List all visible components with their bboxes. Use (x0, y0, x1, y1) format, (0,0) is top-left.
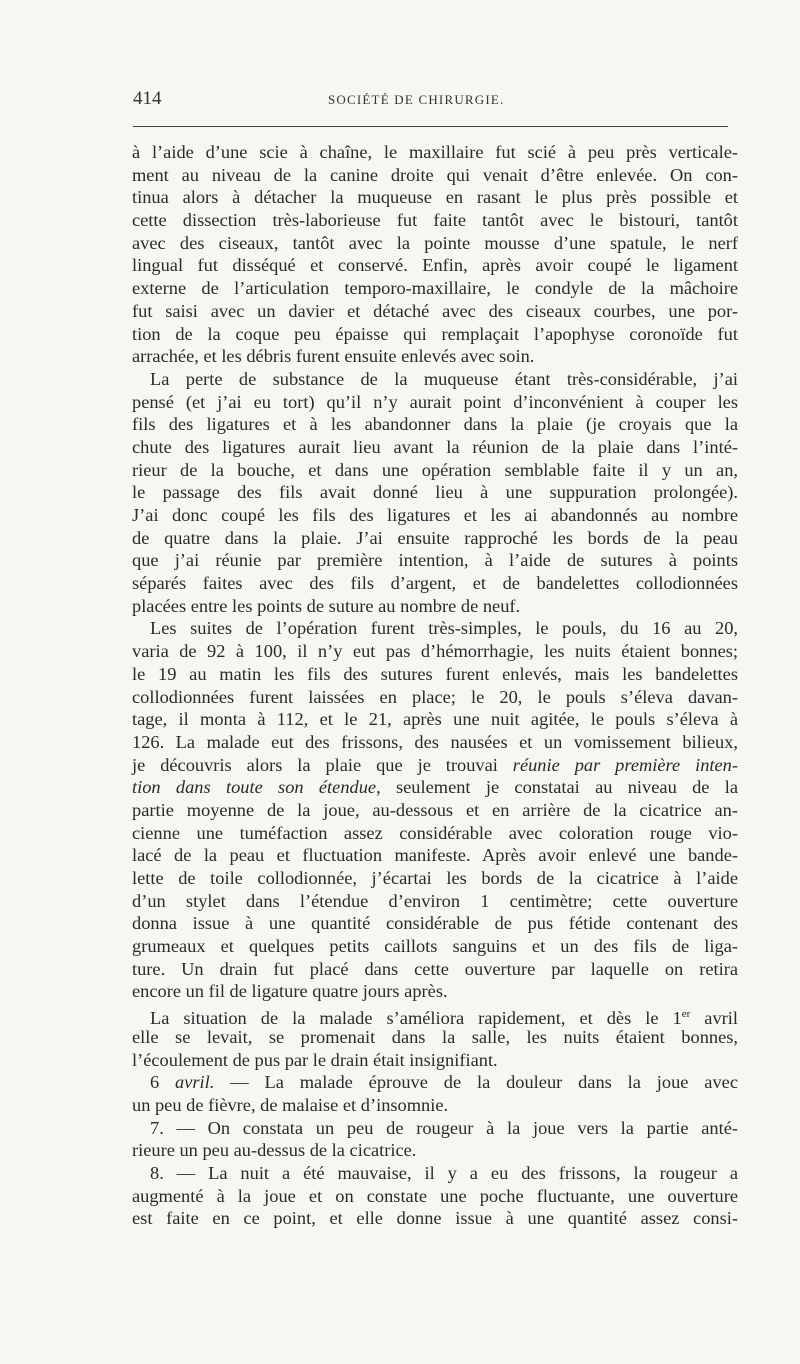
text-line: Les suites de l’opération furent très-simples, le pouls, du 16 au 20, (150, 618, 738, 639)
text-line: le passage des fils avait donné lieu à une suppuration prolongée). (132, 482, 738, 503)
running-head: SOCIÉTÉ DE CHIRURGIE. (328, 92, 505, 107)
text-line (132, 754, 738, 777)
text-line (132, 1071, 738, 1094)
text-line: de quatre dans la plaie. J’ai ensuite rapproché les bords de la peau (132, 527, 738, 548)
text-segment: je découvris alors la plaie que je trouvai (132, 754, 513, 775)
text-line: rieure un peu au-dessus de la cicatrice. (132, 1140, 417, 1161)
body-text (132, 141, 738, 1230)
text-line: 126. La malade eut des frissons, des nausées et un vomissement bilieux, (132, 731, 738, 752)
text-line: La perte de substance de la muqueuse étant très-considérable, j’ai (150, 368, 738, 389)
text-line: donna issue à une quantité considérable de pus fétide contenant des (132, 913, 738, 934)
text-line: 7. — On constata un peu de rougeur à la joue vers la partie anté- (150, 1117, 738, 1138)
text-line: séparés faites avec des fils d’argent, et de bandelettes collodionnées (132, 573, 738, 594)
text-line: pensé (et j’ai eu tort) qu’il n’y aurait point d’inconvénient à couper les (132, 391, 738, 412)
text-segment: 6 (150, 1072, 176, 1093)
text-line: J’ai donc coupé les fils des ligatures et les ai abandonnés au nombre (132, 505, 738, 525)
text-segment: avril (690, 1008, 738, 1029)
text-line: un peu de fièvre, de malaise et d’insomnie. (132, 1094, 449, 1115)
text-line: d’un stylet dans l’étendue d’environ 1 centimètre; cette ouverture (132, 890, 738, 911)
text-line: lacé de la peau et fluctuation manifeste. Après avoir enlevé une bande- (132, 845, 738, 866)
text-line: grumeaux et quelques petits caillots sanguins et un des fils de liga- (132, 936, 738, 957)
superscript: er (681, 1008, 691, 1021)
text-line: elle se levait, se promenait dans la salle, les nuits étaient bonnes, (132, 1026, 738, 1047)
text-line: cette dissection très-laborieuse fut faite tantôt avec le bistouri, tantôt (132, 210, 738, 231)
text-line: cienne une tuméfaction assez considérable avec coloration rouge vio- (132, 822, 738, 843)
text-line: à l’aide d’une scie à chaîne, le maxillaire fut scié à peu près verticale- (132, 142, 738, 162)
text-line: est faite en ce point, et elle donne issue à une quantité assez consi- (132, 1208, 738, 1229)
text-line: lingual fut disséqué et conservé. Enfin, après avoir coupé le ligament (132, 255, 738, 276)
text-line: l’écoulement de pus par le drain était insignifiant. (132, 1049, 498, 1070)
header-rule (133, 126, 728, 127)
text-line: augmenté à la joue et on constate une poche fluctuante, une ouverture (132, 1185, 738, 1206)
italic-text: tion dans toute son étendue (132, 777, 377, 798)
text-line (132, 776, 738, 799)
text-line: ment au niveau de la canine droite qui venait d’être enlevée. On con- (132, 164, 738, 185)
italic-text: réunie par première inten- (512, 754, 738, 775)
text-line: tion de la coque peu épaisse qui remplaçait l’apophyse coronoïde fut (132, 323, 738, 344)
page-number: 414 (133, 88, 162, 109)
text-line: encore un fil de ligature quatre jours après. (132, 981, 448, 1002)
text-line: collodionnées furent laissées en place; le 20, le pouls s’éleva davan- (132, 686, 738, 707)
text-line: 8. — La nuit a été mauvaise, il y a eu des frissons, la rougeur a (150, 1162, 738, 1183)
text-line: fut saisi avec un davier et détaché avec des ciseaux courbes, une por- (132, 300, 738, 321)
text-line: fils des ligatures et à les abandonner dans la plaie (je croyais que la (132, 414, 738, 435)
text-line (132, 1003, 738, 1029)
text-line: le 19 au matin les fils des sutures furent enlevés, mais les bandelettes (132, 663, 738, 684)
text-line: lette de toile collodionnée, j’écartai les bords de la cicatrice à l’aide (132, 868, 738, 888)
page-header (133, 88, 733, 110)
text-line: partie moyenne de la joue, au-dessous et en arrière de la cicatrice an- (132, 799, 738, 820)
text-line: externe de l’articulation temporo-maxillaire, le condyle de la mâchoire (132, 278, 738, 299)
text-line: varia de 92 à 100, il n’y eut pas d’hémorrhagie, les nuits étaient bonnes; (132, 641, 738, 662)
text-line: tinua alors à détacher la muqueuse en rasant le plus près possible et (132, 187, 738, 208)
italic-text: avril. (175, 1072, 215, 1093)
text-line: que j’ai réunie par première intention, à l’aide de sutures à points (132, 550, 738, 571)
text-line: rieur de la bouche, et dans une opération semblable faite il y un an, (132, 459, 738, 480)
text-line: placées entre les points de suture au nombre de neuf. (132, 595, 521, 616)
text-line: ture. Un drain fut placé dans cette ouverture par laquelle on retira (132, 958, 738, 979)
text-line: chute des ligatures aurait lieu avant la réunion de la plaie dans l’inté- (132, 436, 738, 457)
text-segment: La situation de la malade s’améliora rapidement, et dès le 1 (150, 1008, 682, 1029)
text-line: avec des ciseaux, tantôt avec la pointe mousse d’une spatule, le nerf (132, 232, 738, 253)
text-line: arrachée, et les débris furent ensuite enlevés avec soin. (132, 346, 535, 367)
text-line: tage, il monta à 112, et le 21, après une nuit agitée, le pouls s’éleva à (132, 709, 738, 730)
text-segment: , seulement je constatai au niveau de la (376, 777, 738, 798)
text-segment: — La malade éprouve de la douleur dans la joue avec (214, 1072, 738, 1093)
